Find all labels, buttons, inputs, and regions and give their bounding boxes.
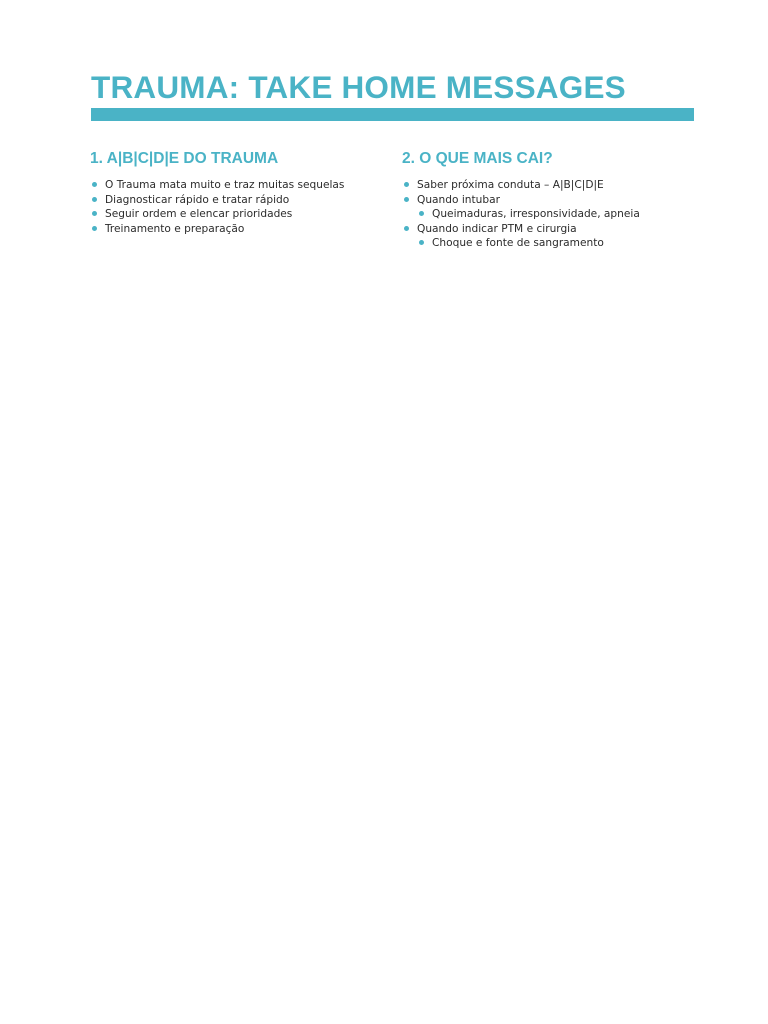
list-item: [90, 178, 390, 193]
list-item: [402, 222, 702, 237]
list-item-text: Saber próxima conduta – A|B|C|D|E: [417, 179, 604, 191]
bullet-dot-icon: [404, 197, 409, 202]
list-item-text: Quando indicar PTM e cirurgia: [417, 222, 577, 235]
bullet-dot-icon: [404, 182, 409, 187]
bullet-dot-icon: [92, 211, 97, 216]
list-item-text: Seguir ordem e elencar prioridades: [105, 208, 293, 221]
bullet-list-o-que-mais-cai: [402, 178, 702, 251]
list-item: [90, 222, 390, 237]
bullet-dot-icon: [92, 197, 97, 202]
sub-list-item: [417, 207, 702, 222]
section-heading-abcde: 1. A|B|C|D|E DO TRAUMA: [90, 150, 279, 167]
list-item: [402, 193, 702, 208]
bullet-dot-icon: [419, 211, 424, 216]
bullet-dot-icon: [92, 226, 97, 231]
bullet-dot-icon: [404, 226, 409, 231]
list-item: [402, 178, 702, 193]
list-item-text: Treinamento e preparação: [105, 222, 245, 235]
list-item-text: Queimaduras, irresponsividade, apneia: [432, 208, 640, 221]
title-underline-bar: [91, 108, 694, 121]
section-abcde: [90, 148, 390, 236]
section-heading-o-que-mais-cai: 2. O QUE MAIS CAI?: [402, 150, 553, 167]
sub-list-item: [417, 236, 702, 251]
bullet-dot-icon: [419, 240, 424, 245]
list-item-text: Quando intubar: [417, 193, 500, 206]
list-item: [90, 207, 390, 222]
bullet-list-abcde: [90, 178, 390, 236]
page-title: TRAUMA: TAKE HOME MESSAGES: [91, 69, 626, 105]
list-item-text: O Trauma mata muito e traz muitas sequelas: [105, 179, 345, 191]
list-item-text: Diagnosticar rápido e tratar rápido: [105, 193, 290, 206]
section-o-que-mais-cai: [402, 148, 702, 251]
list-item: [90, 193, 390, 208]
bullet-dot-icon: [92, 182, 97, 187]
list-item-text: Choque e fonte de sangramento: [432, 237, 604, 250]
